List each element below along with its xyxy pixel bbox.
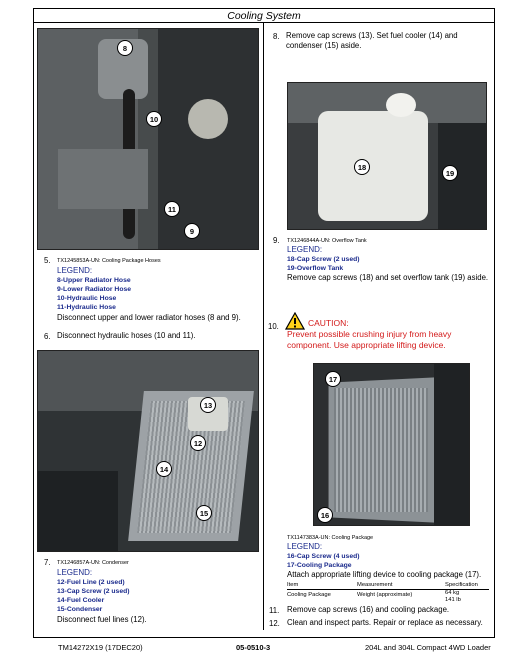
legend-14: 14-Fuel Cooler (57, 597, 105, 604)
step-cap-text: Attach appropriate lifting device to cooling package (17). (287, 570, 482, 579)
legend-17: 17-Cooling Package (287, 562, 352, 569)
step-10-number: 10. (268, 322, 279, 331)
table-cell-item: Cooling Package (287, 592, 331, 598)
spec-table (287, 582, 489, 604)
photo1-caption: TX1245853A-UN: Cooling Package Hoses (57, 258, 161, 264)
legend-12: 12-Fuel Line (2 used) (57, 579, 125, 586)
footer-model: 204L and 304L Compact 4WD Loader (365, 643, 491, 652)
step-cap-legend-title: LEGEND: (287, 542, 323, 551)
callout-18: 18 (354, 159, 370, 175)
step8-text: Remove cap screws (13). Set fuel cooler (14) and condenser (15) aside. (286, 31, 458, 50)
table-header-measurement: Measurement (357, 582, 393, 588)
callout-12: 12 (190, 435, 206, 451)
legend-9: 9-Lower Radiator Hose (57, 286, 132, 293)
footer-doc-id: TM14272X19 (17DEC20) (58, 643, 143, 652)
page-header (33, 8, 495, 23)
table-header-item: Item (287, 582, 299, 588)
callout-16: 16 (317, 507, 333, 523)
table-cell-spec-kg: 64 kg (445, 590, 460, 596)
legend-15: 15-Condenser (57, 606, 103, 613)
photo-overflow-tank (287, 82, 487, 230)
photo-condenser (37, 350, 259, 552)
legend-19: 19-Overflow Tank (287, 265, 344, 272)
callout-11: 11 (164, 201, 180, 217)
table-header-specification: Specification (445, 582, 478, 588)
column-divider (263, 22, 264, 630)
step5-legend-title: LEGEND: (57, 266, 93, 275)
footer-page-number: 05-0510-3 (236, 643, 271, 652)
legend-13: 13-Cap Screw (2 used) (57, 588, 130, 595)
step7-text: Disconnect fuel lines (12). (57, 615, 147, 624)
step6-text: Disconnect hydraulic hoses (10 and 11). (57, 331, 196, 340)
photo3-caption: TX1246844A-UN: Overflow Tank (287, 238, 367, 244)
caution-label: CAUTION: (308, 318, 349, 328)
legend-10: 10-Hydraulic Hose (57, 295, 117, 302)
step5-text: Disconnect upper and lower radiator hoses (8 and 9). (57, 313, 241, 322)
table-cell-measurement: Weight (approximate) (357, 592, 413, 598)
step7-legend-title: LEGEND: (57, 568, 93, 577)
callout-13: 13 (200, 397, 216, 413)
photo-cooling-package (313, 363, 470, 526)
legend-18: 18-Cap Screw (2 used) (287, 256, 360, 263)
step-8-number: 8. (273, 32, 280, 41)
legend-16: 16-Cap Screw (4 used) (287, 553, 360, 560)
legend-11: 11-Hydraulic Hose (57, 304, 116, 311)
callout-14: 14 (156, 461, 172, 477)
callout-10: 10 (146, 111, 162, 127)
step-9-number: 9. (273, 236, 280, 245)
step-12-number: 12. (269, 619, 280, 628)
step-7-number: 7. (44, 558, 51, 567)
caution-icon (285, 312, 305, 330)
step-5-number: 5. (44, 256, 51, 265)
step12-text: Clean and inspect parts. Repair or replace as necessary. (287, 618, 483, 627)
callout-19: 19 (442, 165, 458, 181)
step-11-number: 11. (269, 606, 280, 615)
callout-17: 17 (325, 371, 341, 387)
step-6-number: 6. (44, 332, 51, 341)
step9-legend-title: LEGEND: (287, 245, 323, 254)
caution-text: Prevent possible crushing injury from heavy component. Use appropriate lifting device. (287, 329, 452, 350)
table-cell-spec-lb: 141 lb (445, 597, 461, 603)
legend-8: 8-Upper Radiator Hose (57, 277, 131, 284)
callout-15: 15 (196, 505, 212, 521)
step11-text: Remove cap screws (16) and cooling package. (287, 605, 450, 614)
step9-text: Remove cap screws (18) and set overflow tank (19) aside. (287, 273, 489, 282)
callout-9: 9 (184, 223, 200, 239)
section-title: Cooling System (227, 10, 301, 22)
photo2-caption: TX1246857A-UN: Condenser (57, 560, 129, 566)
callout-8: 8 (117, 40, 133, 56)
photo-cooling-package-hoses (37, 28, 259, 250)
photo4-caption: TX1147383A-UN: Cooling Package (287, 535, 374, 541)
